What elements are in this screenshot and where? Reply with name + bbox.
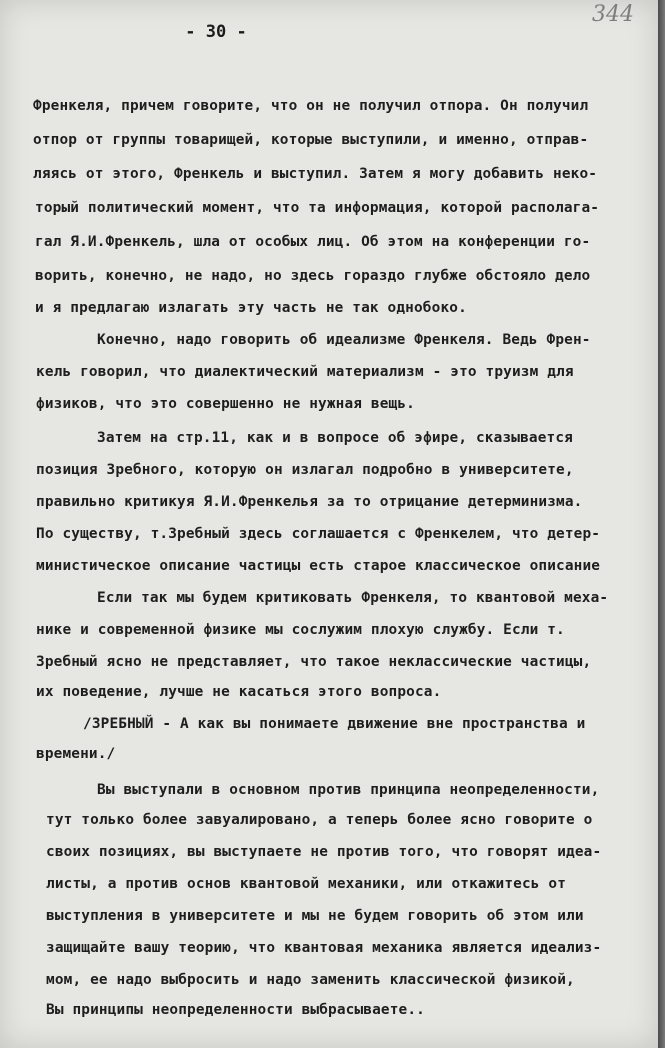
text-line: торый политический момент, что та информация, которой располага- [35,200,600,216]
text-line: отпор от группы товарищей, которые выступили, и именно, отправ- [33,132,589,148]
text-line: /ЗРЕБНЫЙ - А как вы понимаете движение вне пространства и [83,716,586,732]
page-number: - 30 - [185,22,247,42]
text-line: их поведение, лучше не касаться этого вопроса. [36,684,442,700]
text-line: тут только более завуалировано, а теперь более ясно говорите о [46,812,593,828]
text-line: Зребный ясно не представляет, что такое неклассические частицы, [36,654,592,670]
archive-number: 344 [592,2,634,27]
text-line: По существу, т.Зребный здесь соглашается с Френкелем, что детер- [36,526,601,542]
page-edge-shadow [658,0,665,1048]
text-line: мом, ее надо выбросить и надо заменить классической физикой, [46,972,575,988]
text-line: гал Я.И.Френкель, шла от особых лиц. Об этом на конференции го- [35,234,591,250]
text-line: физиков, что это совершенно не нужная вещь. [36,396,415,412]
text-line: правильно критикуя Я.И.Френкелья за то отрицание детерминизма. [36,494,583,510]
text-line: ворить, конечно, не надо, но здесь гораздо глубже обстояло дело [35,268,591,284]
text-line: Вы выступали в основном против принципа неопределенности, [97,782,600,798]
text-line: и я предлагаю излагать эту часть не так однобоко. [35,300,467,316]
text-line: кель говорил, что диалектический материализм - это труизм для [36,364,574,380]
text-line: времени./ [36,746,116,762]
text-line: нике и современной физике мы сослужим плохую службу. Если т. [36,622,565,638]
text-line: Затем на стр.11, как и в вопросе об эфире, сказывается [97,430,573,446]
text-line: министическое описание частицы есть старое классическое описание [36,558,601,574]
text-line: защищайте вашу теорию, что квантовая механика является идеализ- [46,940,602,956]
text-line: Вы принципы неопределенности выбрасываете.. [46,1002,425,1018]
text-line: Конечно, надо говорить об идеализме Френкеля. Ведь Френ- [97,332,591,348]
text-line: своих позициях, вы выступаете не против того, что говорят идеа- [46,844,602,860]
text-line: Френкеля, причем говорите, что он не получил отпора. Он получил [33,98,589,114]
text-line: выступления в университете и мы не будем говорить об этом или [46,908,584,924]
text-line: листы, а против основ квантовой механики, или откажитесь от [46,876,567,892]
text-line: Если так мы будем критиковать Френкеля, то квантовой меха- [97,590,609,606]
text-line: позиция Зребного, которую он излагал подробно в университете, [36,462,574,478]
text-line: ляясь от этого, Френкель и выступил. Затем я могу добавить неко- [33,166,598,182]
